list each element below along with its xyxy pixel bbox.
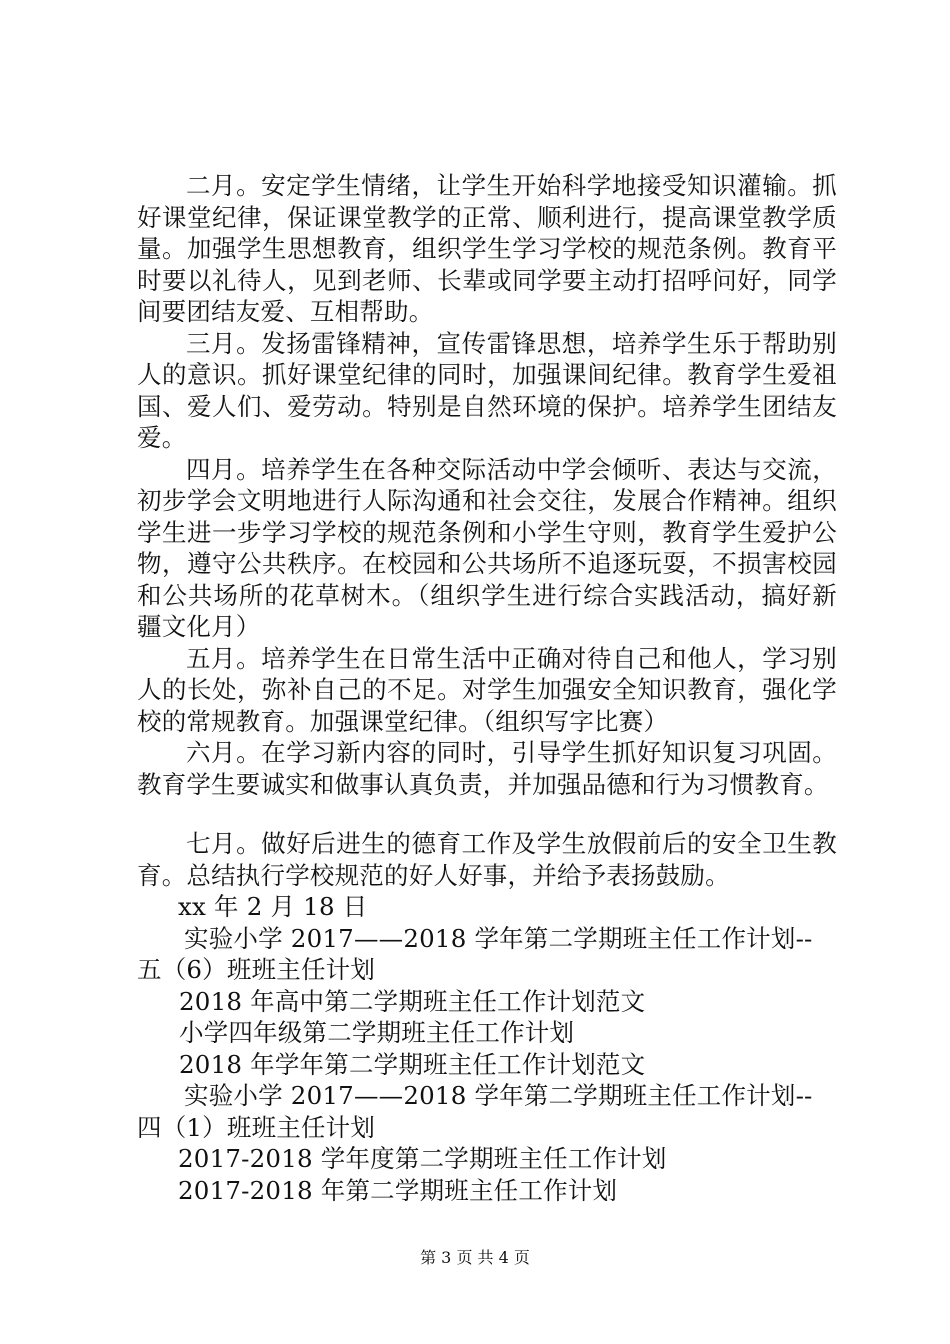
paragraph-may: 五月。培养学生在日常生活中正确对待自己和他人，学习别人的长处，弥补自己的不足。对学生加强安全知识教育，强化学校的常规教育。加强课堂纪律。（组织写字比赛） — [137, 643, 837, 736]
paragraph-march: 三月。发扬雷锋精神，宣传雷锋思想，培养学生乐于帮助别人的意识。抓好课堂纪律的同时，加强课间纪律。教育学生爱祖国、爱人们、爱劳动。特别是自然环境的保护。培养学生团结友爱。 — [137, 328, 837, 452]
related-link-3[interactable]: 小学四年级第二学期班主任工作计划 — [179, 1018, 575, 1047]
related-link-7[interactable]: 2017-2018 年第二学期班主任工作计划 — [178, 1175, 618, 1205]
paragraph-july: 七月。做好后进生的德育工作及学生放假前后的安全卫生教育。总结执行学校规范的好人好事，并给予表扬鼓励。 — [137, 829, 837, 890]
related-link-4[interactable]: 2018 年学年第二学期班主任工作计划范文 — [179, 1049, 646, 1079]
related-link-2[interactable]: 2018 年高中第二学期班主任工作计划范文 — [179, 986, 646, 1016]
related-link-6[interactable]: 2017-2018 学年度第二学期班主任工作计划 — [178, 1144, 667, 1173]
related-link-1[interactable]: 实验小学 2017——2018 学年第二学期班主任工作计划--五（6）班班主任计划 — [137, 923, 813, 984]
related-link-5[interactable]: 实验小学 2017——2018 学年第二学期班主任工作计划--四（1）班班主任计划 — [137, 1081, 813, 1142]
page-footer: 第 3 页 共 4 页 — [420, 1248, 530, 1267]
date-line: xx 年 2 月 18 日 — [178, 892, 368, 921]
paragraph-february: 二月。安定学生情绪，让学生开始科学地接受知识灌输。抓好课堂纪律，保证课堂教学的正常、顺利进行，提高课堂教学质量。加强学生思想教育，组织学生学习学校的规范条例。教育平时要以礼待人，见到老师、长辈或同学要主动打招呼问好，同学间要团结友爱、互相帮助。 — [137, 171, 837, 326]
document-body — [137, 170, 837, 1206]
paragraph-april: 四月。培养学生在各种交际活动中学会倾听、表达与交流，初步学会文明地进行人际沟通和社会交往，发展合作精神。组织学生进一步学习学校的规范条例和小学生守则，教育学生爱护公物，遵守公共秩序。在校园和公共场所不追逐玩耍，不损害校园和公共场所的花草树木。（组织学生进行综合实践活动，搞好新疆文化月） — [137, 454, 837, 641]
paragraph-june: 六月。在学习新内容的同时，引导学生抓好知识复习巩固。教育学生要诚实和做事认真负责，并加强品德和行为习惯教育。 — [137, 738, 837, 799]
